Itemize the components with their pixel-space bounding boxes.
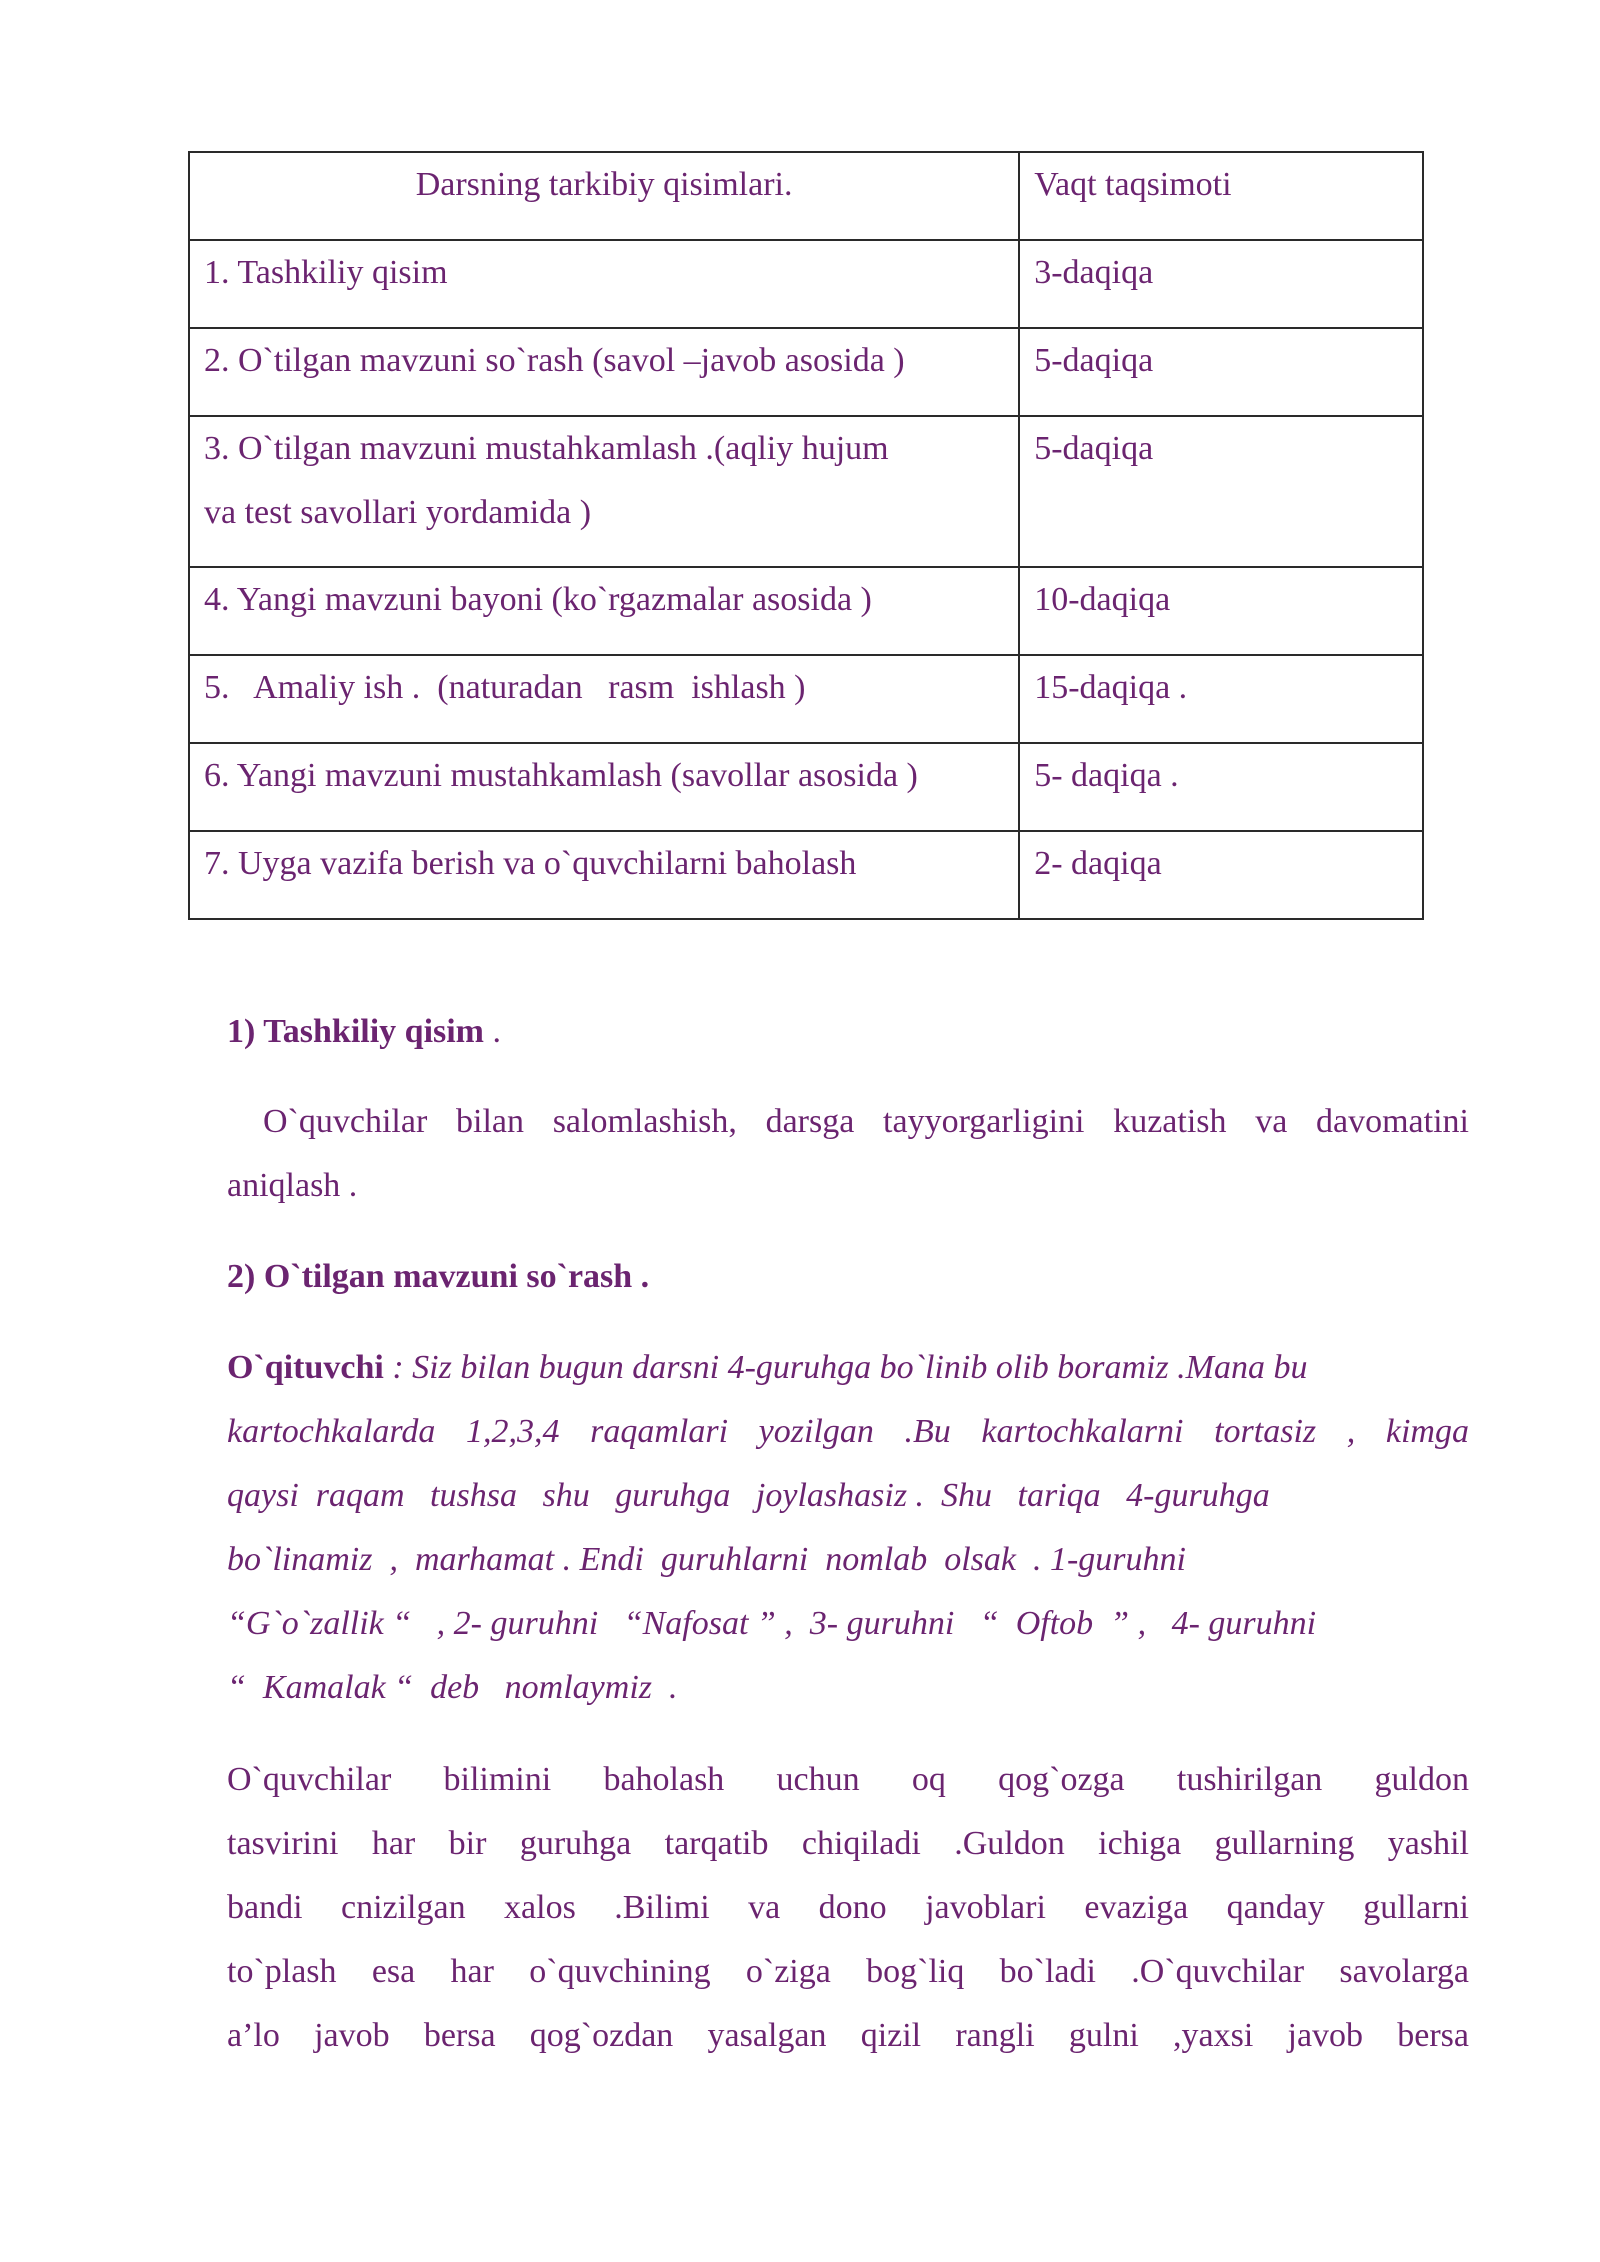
table-row: [189, 567, 1423, 655]
table-cell-part: [189, 416, 1019, 567]
part-label: 3. O`tilgan mavzuni mustahkamlash .(aqliy hujum: [204, 430, 889, 467]
table-row: [189, 240, 1423, 328]
paragraph-line: bandi cnizilgan xalos .Bilimi va dono javoblari evaziga qanday gullarni: [227, 1889, 1469, 1926]
time-label: 5-daqiqa: [1034, 430, 1154, 467]
paragraph-line: to`plash esa har o`quvchining o`ziga bog`liq bo`ladi .O`quvchilar savolarga: [227, 1953, 1469, 1990]
table-cell-part: [189, 240, 1019, 328]
time-label: 5-daqiqa: [1034, 342, 1154, 379]
assessment-paragraph: [227, 1748, 1469, 2068]
table-cell-time: [1019, 655, 1423, 743]
speech-line: “ Kamalak “ deb nomlaymiz .: [227, 1669, 678, 1706]
header-time-label: Vaqt taqsimoti: [1034, 166, 1232, 203]
part-label: 7. Uyga vazifa berish va o`quvchilarni baholash: [204, 845, 857, 882]
time-label: 5- daqiqa .: [1034, 757, 1179, 794]
table-cell-part: [189, 567, 1019, 655]
table-cell-time: [1019, 831, 1423, 919]
section-1-title-tail: .: [484, 1013, 502, 1050]
table-cell-part: [189, 328, 1019, 416]
table-row: [189, 328, 1423, 416]
speech-line: kartochkalarda 1,2,3,4 raqamlari yozilgan .Bu kartochkalarni tortasiz , kimga: [227, 1413, 1469, 1450]
table-cell-time: [1019, 328, 1423, 416]
speech-text: : Siz bilan bugun darsni 4-guruhga bo`linib olib boramiz .Mana bu: [383, 1349, 1308, 1386]
header-cell-parts: [189, 152, 1019, 240]
paragraph-line: O`quvchilar bilimini baholash uchun oq qog`ozga tushirilgan guldon: [227, 1761, 1469, 1798]
paragraph-line: tasvirini har bir guruhga tarqatib chiqiladi .Guldon ichiga gullarning yashil: [227, 1825, 1469, 1862]
section-1-title: 1) Tashkiliy qisim: [227, 1013, 485, 1050]
teacher-speech: [227, 1336, 1469, 1720]
time-label: 2- daqiqa: [1034, 845, 1162, 882]
table-row: [189, 416, 1423, 567]
table-row: [189, 743, 1423, 831]
table-cell-time: [1019, 743, 1423, 831]
part-label: 5. Amaliy ish . (naturadan rasm ishlash ): [204, 669, 806, 706]
header-parts-label: Darsning tarkibiy qisimlari.: [415, 166, 793, 203]
lesson-plan-table: [188, 151, 1424, 920]
table-header-row: [189, 152, 1423, 240]
section-1-paragraph: [227, 1090, 1469, 1218]
paragraph-line: aniqlash .: [227, 1167, 358, 1204]
time-label: 10-daqiqa: [1034, 581, 1171, 618]
paragraph-line: a’lo javob bersa qog`ozdan yasalgan qizil rangli gulni ,yaxsi javob bersa: [227, 2017, 1469, 2054]
table-cell-time: [1019, 567, 1423, 655]
part-label: 4. Yangi mavzuni bayoni (ko`rgazmalar asosida ): [204, 581, 872, 618]
table-row: [189, 655, 1423, 743]
time-label: 3-daqiqa: [1034, 254, 1154, 291]
paragraph-line: [227, 1336, 1469, 1400]
table-row: [189, 831, 1423, 919]
part-label: 1. Tashkiliy qisim: [204, 254, 448, 291]
speech-line: qaysi raqam tushsa shu guruhga joylashasiz . Shu tariqa 4-guruhga: [227, 1477, 1270, 1514]
table-cell-part: [189, 655, 1019, 743]
paragraph-line: O`quvchilar bilan salomlashish, darsga tayyorgarligini kuzatish va davomatini: [263, 1103, 1469, 1140]
table-cell-part: [189, 743, 1019, 831]
table-cell-part: [189, 831, 1019, 919]
time-label: 15-daqiqa .: [1034, 669, 1188, 706]
part-label: 6. Yangi mavzuni mustahkamlash (savollar asosida ): [204, 757, 918, 794]
part-label-continued: va test savollari yordamida ): [204, 494, 592, 531]
speech-line: bo`linamiz , marhamat . Endi guruhlarni nomlab olsak . 1-guruhni: [227, 1541, 1186, 1578]
header-cell-time: [1019, 152, 1423, 240]
speech-line: “G`o`zallik “ , 2- guruhni “Nafosat ” , 3- guruhni “ Oftob ” , 4- guruhni: [227, 1605, 1317, 1642]
section-1-heading: [227, 1000, 1469, 1064]
table-cell-time: [1019, 416, 1423, 567]
speaker-label: O`qituvchi: [227, 1349, 384, 1386]
section-2-heading: 2) O`tilgan mavzuni so`rash .: [227, 1258, 650, 1295]
table-cell-time: [1019, 240, 1423, 328]
part-label: 2. O`tilgan mavzuni so`rash (savol –javob asosida ): [204, 342, 905, 379]
